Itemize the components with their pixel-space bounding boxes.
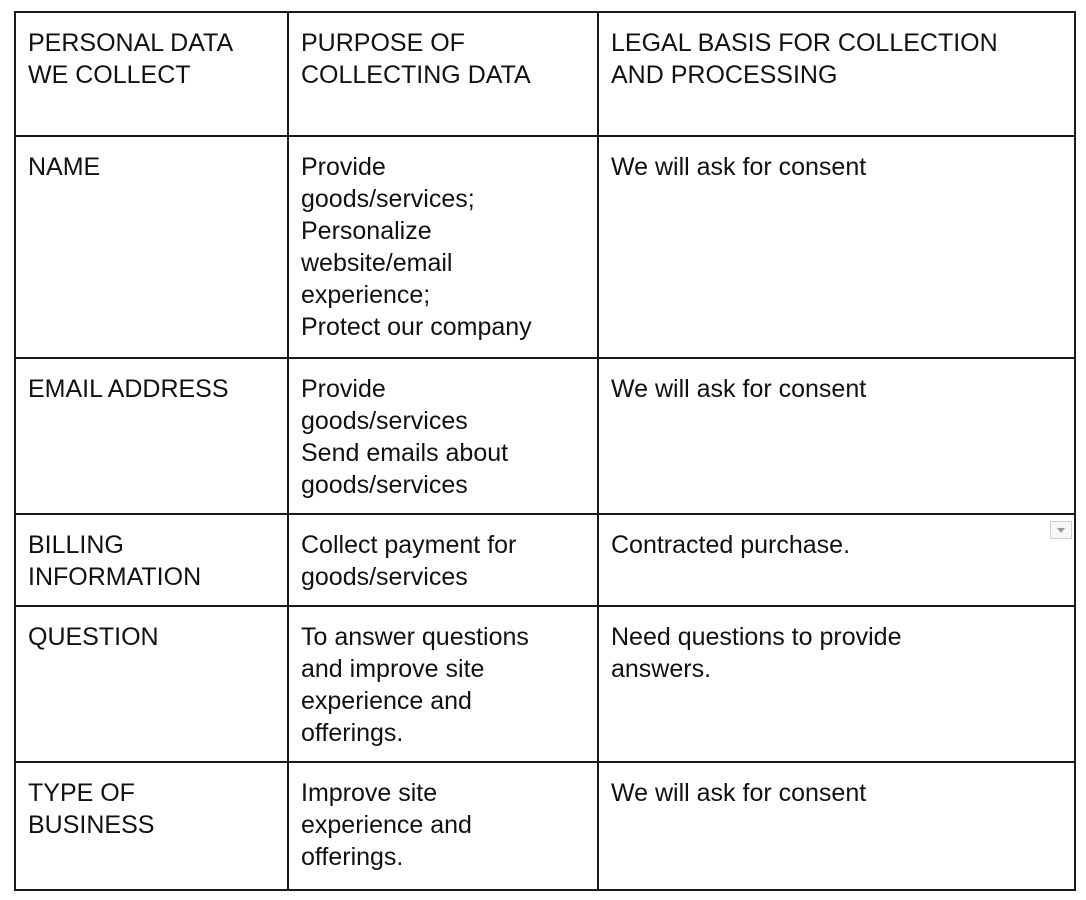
header-purpose: PURPOSE OF COLLECTING DATA [288, 12, 598, 136]
table-row [15, 514, 1075, 606]
cell-purpose: To answer questions and improve site experience and offerings. [288, 606, 598, 762]
table-header-row [15, 12, 1075, 136]
cell-data-type: QUESTION [15, 606, 288, 762]
cell-legal-basis: We will ask for consent [598, 136, 1075, 358]
header-legal-basis: LEGAL BASIS FOR COLLECTION AND PROCESSING [598, 12, 1075, 136]
cell-legal-basis: We will ask for consent [598, 762, 1075, 890]
table-row [15, 136, 1075, 358]
cell-dropdown-icon[interactable] [1050, 521, 1072, 539]
table-row [15, 762, 1075, 890]
cell-legal-basis: Need questions to provide answers. [598, 606, 1075, 762]
cell-legal-basis-text: Contracted purchase. [611, 531, 851, 559]
cell-data-type: BILLING INFORMATION [15, 514, 288, 606]
data-collection-table [14, 11, 1076, 891]
header-personal-data: PERSONAL DATA WE COLLECT [15, 12, 288, 136]
cell-legal-basis: We will ask for consent [598, 358, 1075, 514]
cell-purpose: Provide goods/services Send emails about goods/services [288, 358, 598, 514]
cell-data-type: TYPE OF BUSINESS [15, 762, 288, 890]
cell-legal-basis [598, 514, 1075, 606]
table-row [15, 358, 1075, 514]
table-row [15, 606, 1075, 762]
cell-data-type: NAME [15, 136, 288, 358]
cell-data-type: EMAIL ADDRESS [15, 358, 288, 514]
cell-purpose: Collect payment for goods/services [288, 514, 598, 606]
cell-purpose: Provide goods/services; Personalize website/email experience; Protect our company [288, 136, 598, 358]
cell-purpose: Improve site experience and offerings. [288, 762, 598, 890]
